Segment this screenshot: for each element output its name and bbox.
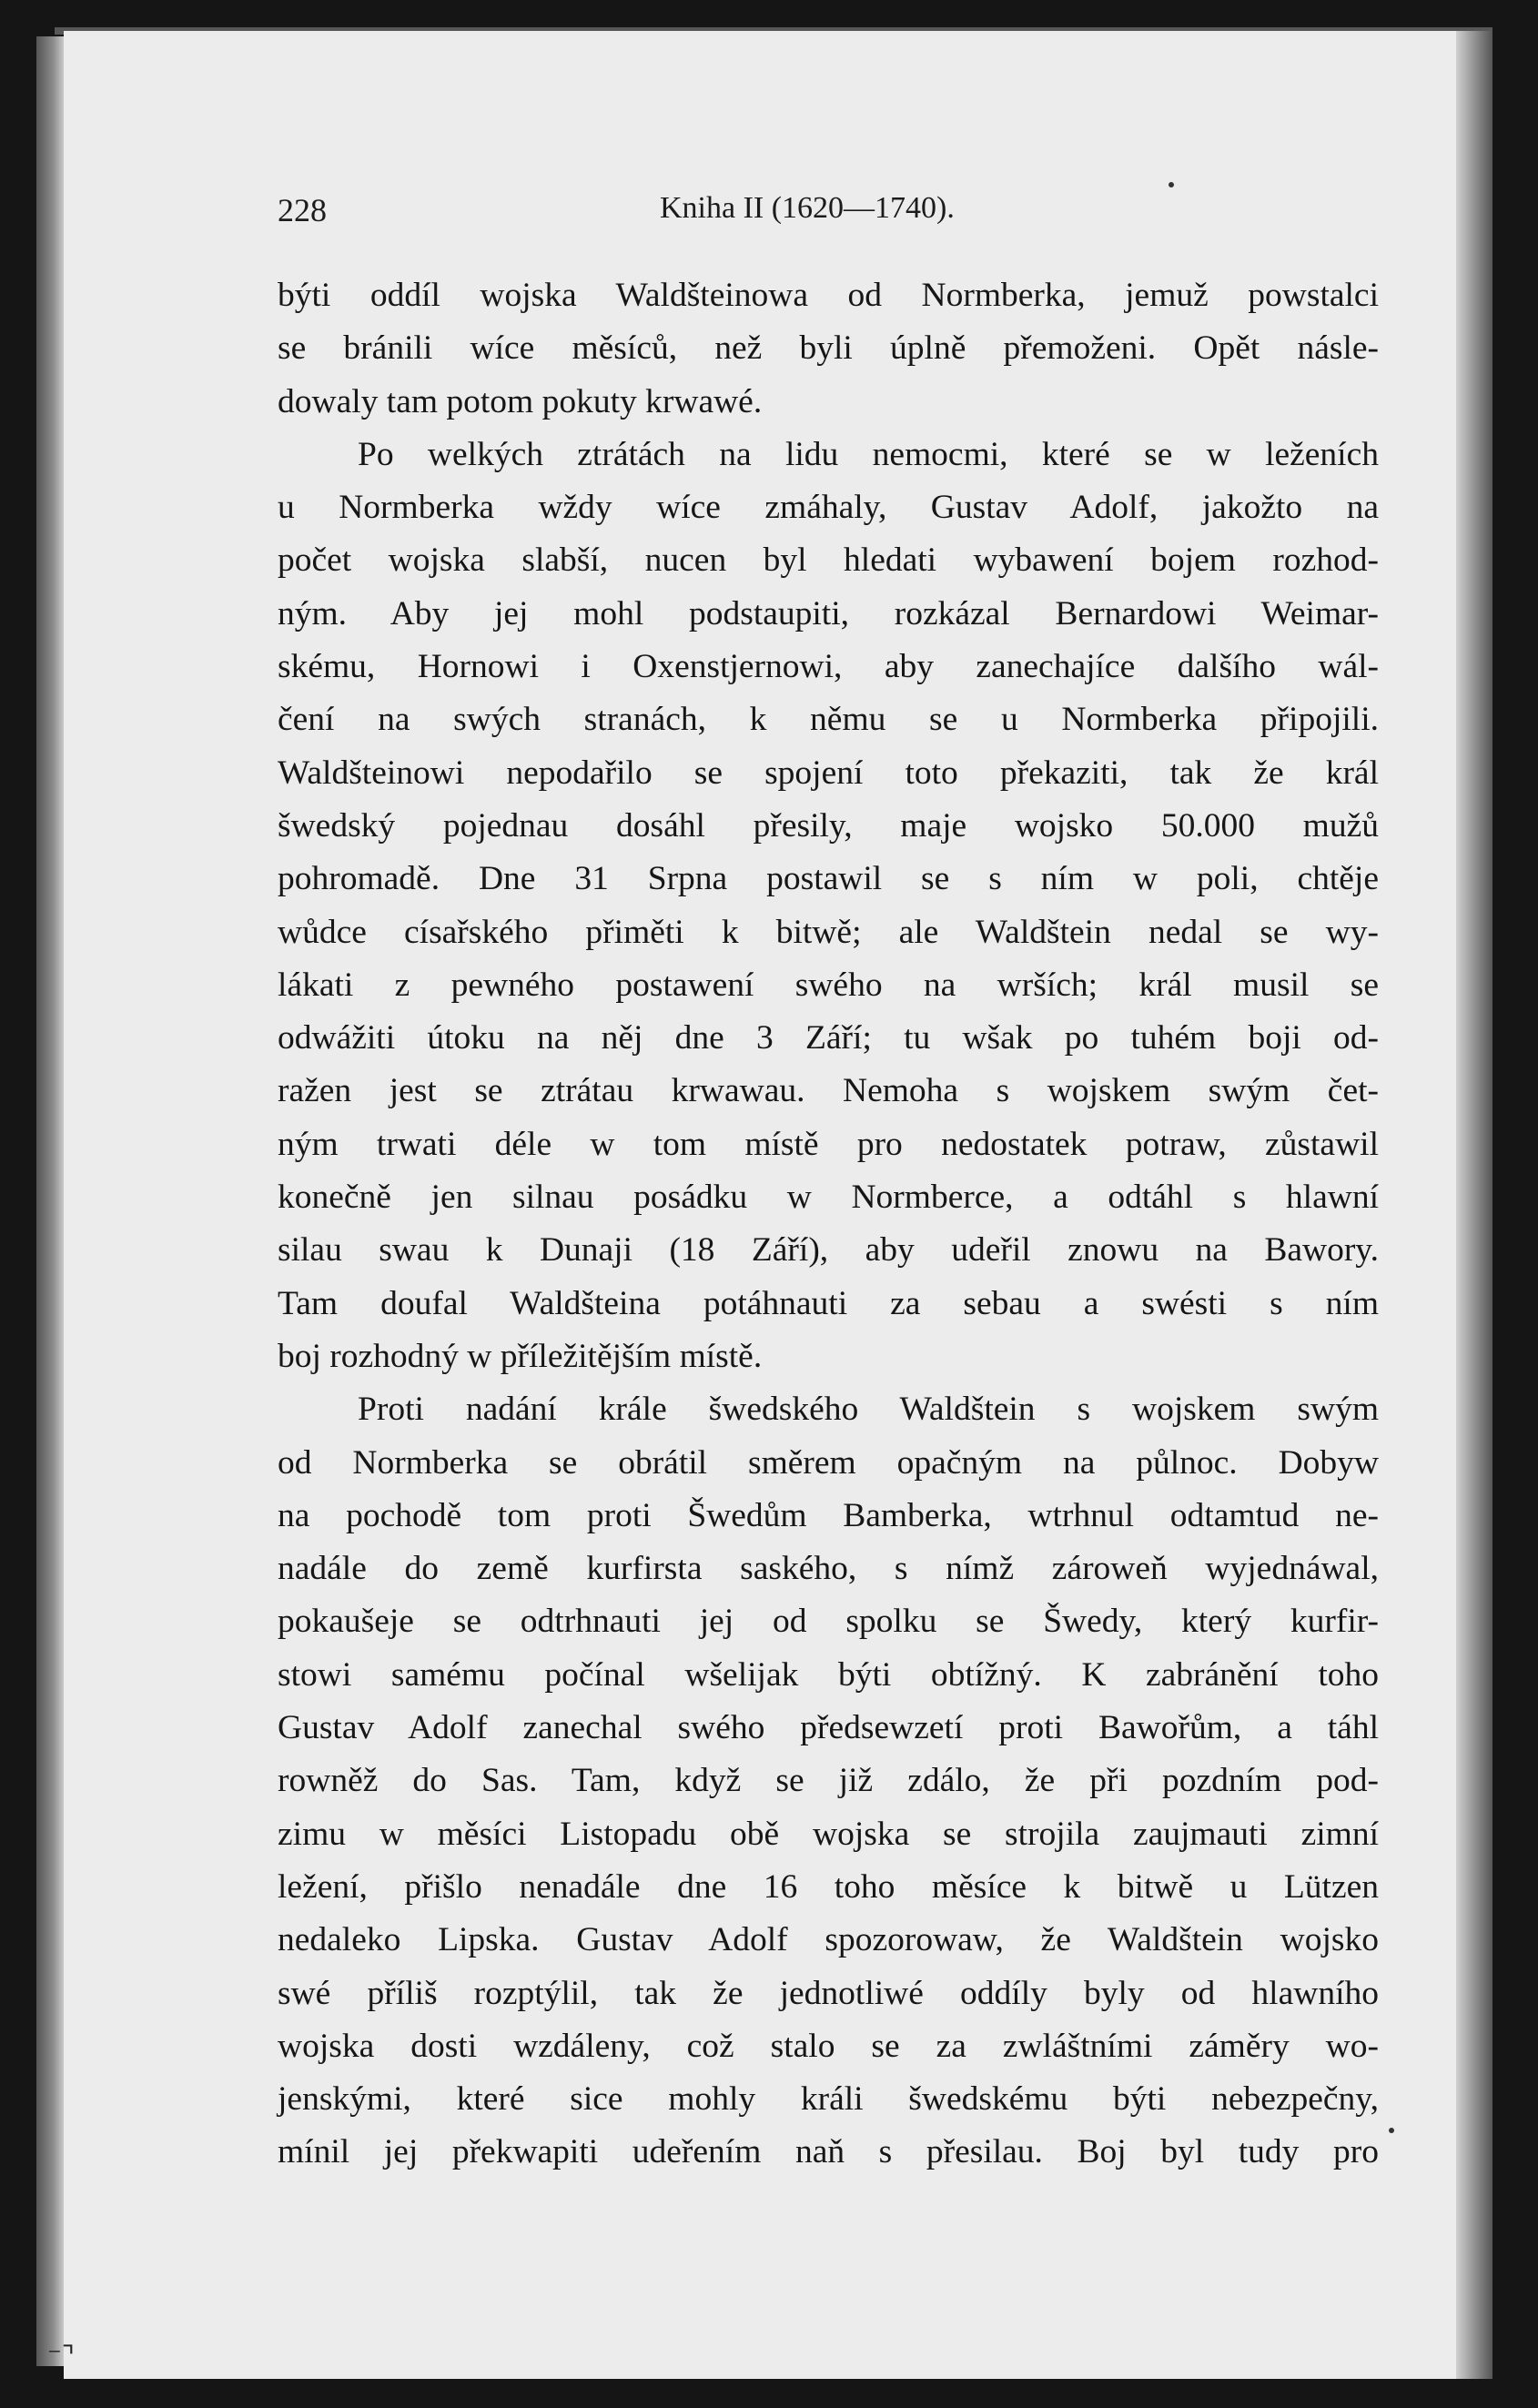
text-line: pohromadě. Dne 31 Srpna postawil se s ním w poli, chtěje [278,860,1379,898]
text-line: jenskými, které sice mohly králi šwedskému býti nebezpečny, [278,2080,1379,2119]
scan-speck [1389,2128,1394,2133]
page-header [278,182,1379,237]
paragraph-start-line: Proti nadání krále šwedského Waldštein s wojskem swým [358,1391,1379,1429]
text-line: zimu w měsíci Listopadu obě wojska se strojila zaujmauti zimní [278,1815,1379,1853]
text-line: Tam doufal Waldšteina potáhnauti za sebau a swésti s ním [278,1284,1379,1322]
running-head: Kniha II (1620—1740). [660,191,955,225]
text-line: nedaleko Lipska. Gustav Adolf spozorowaw, že Waldštein wojsko [278,1921,1379,1959]
scan-speck [1169,182,1174,187]
paragraph-start-line: Po welkých ztrátách na lidu nemocmi, které se w leženích [358,435,1379,473]
text-line: silau swau k Dunaji (18 Září), aby udeřil znowu na Bawory. [278,1231,1379,1270]
text-line: dowaly tam potom pokuty krwawé. [278,382,763,420]
text-line: boj rozhodný w příležitějším místě. [278,1337,763,1375]
body-text [278,269,1379,2180]
text-line: Waldšteinowi nepodařilo se spojení toto překaziti, tak že král [278,754,1379,792]
text-line: Gustav Adolf zanechal swého předsewzetí proti Bawořům, a táhl [278,1709,1379,1747]
text-line: býti oddíl wojska Waldšteinowa od Normberka, jemuž powstalci [278,277,1379,314]
text-line: počet wojska slabší, nucen byl hledati wybawení bojem rozhod- [278,541,1379,580]
text-line: ným trwati déle w tom místě pro nedostatek potraw, zůstawil [278,1125,1379,1163]
text-line: mínil jej překwapiti udeřením naň s přesilau. Boj byl tudy pro [278,2133,1379,2171]
text-line: ležení, přišlo nenadále dne 16 toho měsíce k bitwě u Lützen [278,1867,1379,1906]
text-line: wůdce císařského přiměti k bitwě; ale Waldštein nedal se wy- [278,913,1379,951]
text-line: na pochodě tom proti Šwedům Bamberka, wtrhnul odtamtud ne- [278,1496,1379,1534]
text-line: skému, Hornowi i Oxenstjernowi, aby zanechajíce dalšího wál- [278,648,1379,686]
text-line: nadále do země kurfirsta saského, s nímž zároweň wyjednáwal, [278,1550,1379,1588]
text-line: pokaušeje se odtrhnauti jej od spolku se Šwedy, který kurfir- [278,1603,1379,1641]
text-line: se bránili wíce měsíců, než byli úplně přemoženi. Opět násle- [278,329,1379,368]
text-line: ražen jest se ztrátau krwawau. Nemoha s wojskem swým čet- [278,1072,1379,1110]
text-line: konečně jen silnau posádku w Normberce, a odtáhl s hlawní [278,1179,1379,1217]
scan-corner-mark: ⁻⌝ [47,2341,75,2373]
text-line: lákati z pewného postawení swého na wrších; král musil se [278,966,1379,1004]
text-line: ným. Aby jej mohl podstaupiti, rozkázal Bernardowi Weimar- [278,594,1379,632]
text-line: odwážiti útoku na něj dne 3 Září; tu wšak po tuhém boji od- [278,1019,1379,1057]
text-line: swé příliš rozptýlil, tak že jednotliwé oddíly byly od hlawního [278,1974,1379,2012]
text-line: od Normberka se obrátil směrem opačným na půlnoc. Dobyw [278,1443,1379,1482]
text-line: čení na swých stranách, k němu se u Normberka připojili. [278,701,1379,739]
text-line: wojska dosti wzdáleny, což stalo se za zwláštními záměry wo- [278,2027,1379,2065]
text-line: stowi samému počínal wšelijak býti obtížný. K zabránění toho [278,1655,1379,1694]
text-line: rowněž do Sas. Tam, když se již zdálo, že při pozdním pod- [278,1762,1379,1800]
book-gutter-shadow [36,36,64,2366]
page-number: 228 [278,192,327,228]
page-right-edge [1456,31,1492,2379]
text-line: u Normberka wždy wíce zmáhaly, Gustav Adolf, jakožto na [278,489,1379,527]
text-line: šwedský pojednau dosáhl přesily, maje wojsko 50.000 mužů [278,806,1379,845]
